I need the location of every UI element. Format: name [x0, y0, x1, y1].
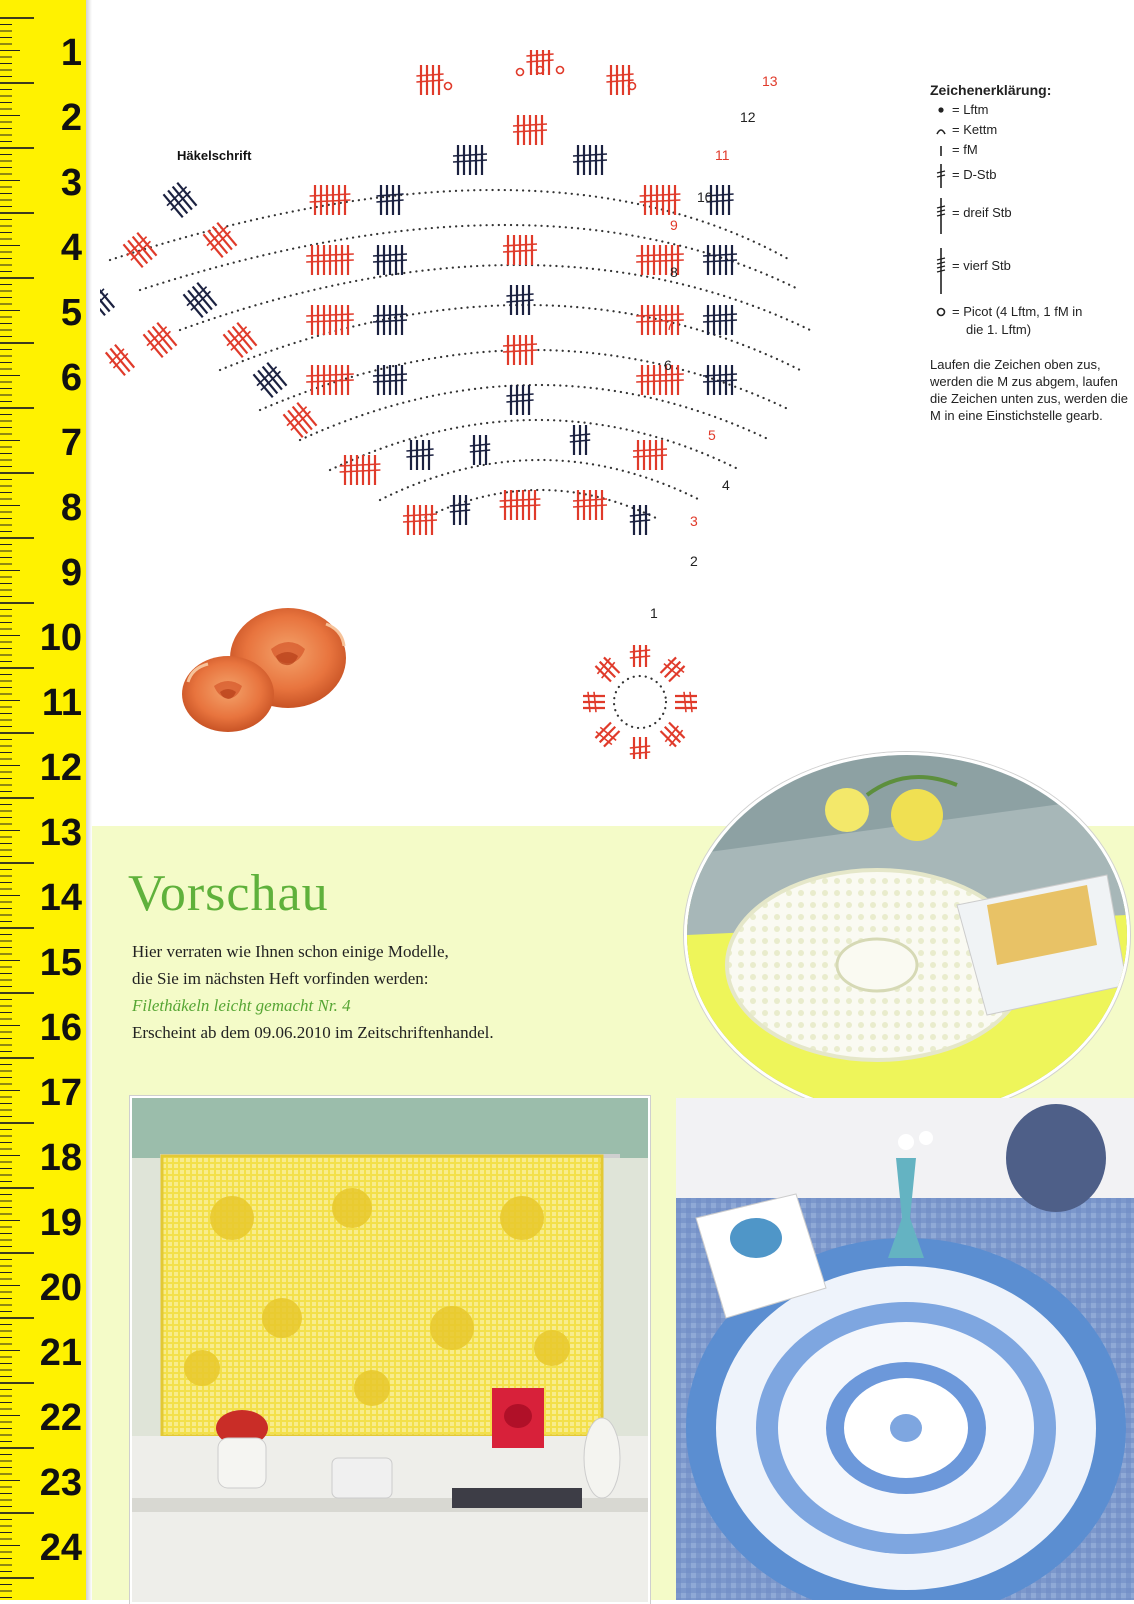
red-stitch-group [592, 720, 622, 750]
dark-stitch-group [703, 365, 737, 395]
ruler-number: 10 [39, 617, 82, 659]
ruler-number: 6 [60, 357, 82, 399]
ruler-number: 3 [60, 162, 82, 204]
quadruple-stitch-icon [934, 246, 950, 296]
red-stitch-group [306, 365, 354, 395]
ruler-number: 19 [39, 1202, 82, 1244]
legend-item-dstb: = D-Stb [930, 160, 1130, 190]
legend-item-picot: = Picot (4 Lftm, 1 fM in die 1. Lftm) [930, 302, 1130, 342]
roses-image [176, 604, 366, 734]
legend-title: Zeichenerklärung: [930, 82, 1052, 98]
row-number: 7 [666, 317, 674, 333]
row-number: 6 [664, 357, 672, 373]
row-number: 3 [690, 513, 698, 529]
ruler-number: 2 [60, 97, 82, 139]
red-stitch-group [310, 185, 351, 215]
ruler-number: 4 [60, 227, 82, 269]
red-stitch-group [592, 654, 622, 684]
ruler-number: 15 [39, 942, 82, 984]
doily-photo-circle [684, 752, 1130, 1118]
picot-icon [934, 302, 950, 322]
dark-stitch-group [573, 145, 607, 175]
double-stitch-icon [934, 160, 950, 190]
curtain-photo [130, 1096, 650, 1604]
red-stitch-group [640, 185, 681, 215]
red-stitch-group [503, 335, 537, 365]
dark-stitch-group [630, 505, 650, 535]
red-stitch-group [416, 65, 443, 95]
red-stitch-group [403, 505, 437, 535]
dark-stitch-group [450, 495, 470, 525]
red-stitch-group [200, 220, 240, 260]
dark-stitch-group [703, 245, 737, 275]
preview-line-4: Erscheint ab dem 09.06.2010 im Zeitschriftenhandel. [132, 1023, 494, 1042]
dark-stitch-group [373, 305, 407, 335]
red-stitch-group [630, 645, 650, 667]
dark-stitch-group [570, 425, 590, 455]
chain-arc [180, 265, 810, 330]
ruler-number: 24 [39, 1527, 82, 1569]
ruler-number: 14 [39, 877, 82, 919]
dark-stitch-group [160, 180, 200, 220]
dark-stitch-group [376, 185, 403, 215]
row-number: 1 [650, 605, 658, 621]
red-stitch-group [500, 490, 541, 520]
row-number: 5 [708, 427, 716, 443]
red-stitch-group [513, 115, 547, 145]
red-stitch-group [658, 654, 688, 684]
picot-mark [445, 83, 452, 90]
row-number: 2 [690, 553, 698, 569]
ruler-number: 13 [39, 812, 82, 854]
row-number: 13 [762, 73, 778, 89]
preview-issue-title: Filethäkeln leicht gemacht Nr. 4 [132, 996, 351, 1015]
dark-stitch-group [470, 435, 490, 465]
dot-icon [934, 100, 950, 120]
ruler-number: 7 [60, 422, 82, 464]
ruler-number: 21 [39, 1332, 82, 1374]
row-number: 11 [715, 147, 730, 163]
red-stitch-group [306, 245, 354, 275]
ruler-number: 22 [39, 1397, 82, 1439]
picot-mark [557, 67, 564, 74]
red-stitch-group [573, 490, 607, 520]
picot-mark [517, 69, 524, 76]
red-stitch-group [306, 305, 354, 335]
red-stitch-group [140, 320, 180, 360]
red-stitch-group [526, 50, 553, 75]
dark-stitch-group [100, 282, 117, 318]
row-number: 8 [670, 264, 678, 280]
ruler-number: 9 [60, 552, 82, 594]
dark-stitch-group [373, 245, 407, 275]
red-stitch-group [503, 235, 537, 265]
preview-description [132, 938, 692, 1046]
preview-line-2: die Sie im nächsten Heft vorfinden werden: [132, 969, 429, 988]
red-stitch-group [636, 365, 684, 395]
center-ring [614, 676, 666, 728]
dark-stitch-group [506, 385, 533, 415]
dark-stitch-group [406, 440, 433, 470]
legend-item-vierf: = vierf Stb [930, 246, 1130, 296]
red-stitch-group [103, 342, 138, 378]
legend-item-fm: = fM [930, 140, 1130, 160]
dark-stitch-group [703, 305, 737, 335]
ruler-number: 1 [60, 32, 82, 74]
legend-note: Laufen die Zeichen oben zus, werden die M zus abgem, laufen die Zeichen unten zus, werden die M in eine Einstichstelle gearb. [930, 357, 1129, 423]
bar-icon [934, 140, 950, 160]
arc-icon [934, 120, 950, 140]
preview-title: Vorschau [128, 865, 329, 922]
legend-item-kettm: = Kettm [930, 120, 1130, 140]
preview-line-1: Hier verraten wie Ihnen schon einige Modelle, [132, 942, 449, 961]
dark-stitch-group [506, 285, 533, 315]
red-stitch-group [658, 720, 688, 750]
triple-stitch-icon [934, 196, 950, 236]
ruler-number: 23 [39, 1462, 82, 1504]
red-stitch-group [630, 737, 650, 759]
row-number: 9 [670, 217, 678, 233]
ruler-number: 20 [39, 1267, 82, 1309]
red-stitch-group [675, 692, 697, 712]
chain-arc [140, 225, 800, 290]
blue-doily-photo [676, 1098, 1134, 1600]
red-stitch-group [606, 65, 633, 95]
legend [930, 82, 1130, 424]
legend-item-dreif: = dreif Stb [930, 196, 1130, 236]
legend-item-lftm: = Lftm [930, 100, 1130, 120]
ruler-number: 5 [60, 292, 82, 334]
ruler-number: 11 [41, 682, 82, 724]
diagram-label: Häkelschrift [177, 148, 252, 163]
row-number: 4 [722, 477, 730, 493]
red-stitch-group [340, 455, 381, 485]
chain-arc [330, 420, 740, 470]
red-stitch-group [583, 692, 605, 712]
dark-stitch-group [373, 365, 407, 395]
dark-stitch-group [180, 280, 220, 320]
red-stitch-group [633, 440, 667, 470]
ruler-number: 17 [39, 1072, 82, 1114]
dark-stitch-group [250, 360, 290, 400]
ruler-number: 16 [39, 1007, 82, 1049]
dark-stitch-group [453, 145, 487, 175]
red-stitch-group [280, 400, 320, 440]
measuring-ruler [0, 0, 86, 1600]
row-number: 12 [740, 109, 756, 125]
row-number: 10 [697, 189, 713, 205]
ruler-number: 8 [60, 487, 82, 529]
chain-arc [300, 385, 770, 440]
red-stitch-group [220, 320, 260, 360]
ruler-number: 18 [39, 1137, 82, 1179]
ruler-number: 12 [39, 747, 82, 789]
red-stitch-group [636, 305, 684, 335]
